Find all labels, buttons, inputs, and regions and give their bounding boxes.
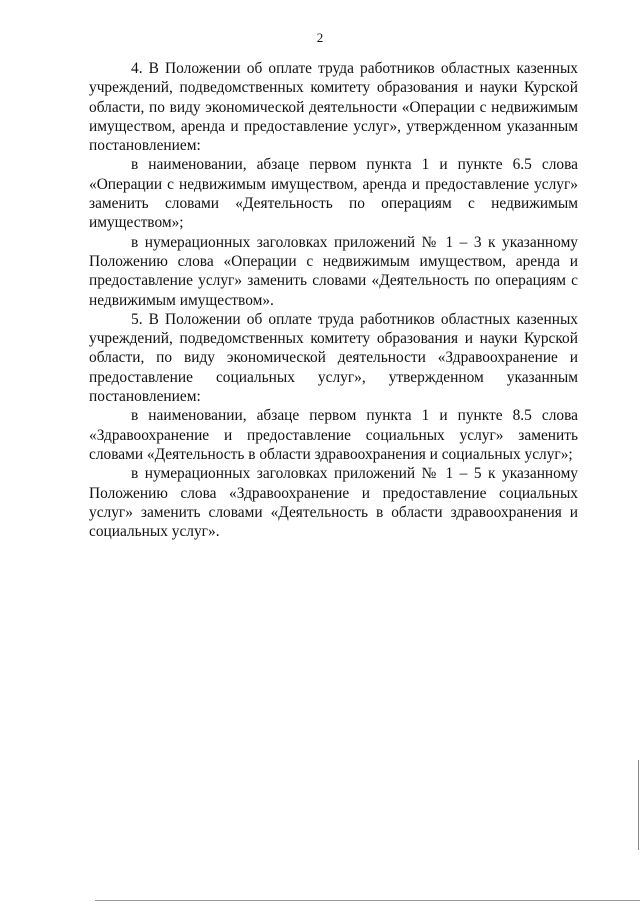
page-number: 2 — [316, 30, 324, 45]
paragraph-item-4: 4. В Положении об оплате труда работников областных казенных учреждений, подведомственных комитету образования и науки Курской области, по виду экономической деятельности «Операции с недвижимым имуществом, аренда и предоставление услуг», утвержденном указанным постановлением: — [89, 60, 578, 155]
paragraph-item-4-rename-title: в наименовании, абзаце первом пункта 1 и пункте 6.5 слова «Операции с недвижимым имуществом, аренда и предоставление услуг» заменить словами «Деятельность по операциям с недвижимым имуществом»; — [89, 156, 578, 232]
paragraph-item-5: 5. В Положении об оплате труда работников областных казенных учреждений, подведомственных комитету образования и науки Курской области, по виду экономической деятельности «Здравоохранение и предоставление социальных услуг», утвержденном указанным постановлением: — [89, 310, 578, 406]
paragraph-item-5-rename-title: в наименовании, абзаце первом пункта 1 и пункте 8.5 слова «Здравоохранение и предоставление социальных услуг» заменить словами «Деятельность в области здравоохранения и социальных услуг»; — [89, 407, 578, 463]
scan-bottom-line — [95, 900, 640, 901]
document-body — [89, 59, 578, 541]
paragraph-item-4-rename-appendices: в нумерационных заголовках приложений № 1 – 3 к указанному Положению слова «Операции с недвижимым имуществом, аренда и предоставление услуг» заменить словами «Деятельность по операциям с недвижимым имуществом». — [89, 233, 578, 309]
scan-edge-line — [638, 760, 639, 850]
paragraph-item-5-rename-appendices: в нумерационных заголовках приложений № 1 – 5 к указанному Положению слова «Здравоохранение и предоставление социальных услуг» заменить словами «Деятельность в области здравоохранения и социальных услуг». — [89, 465, 578, 541]
